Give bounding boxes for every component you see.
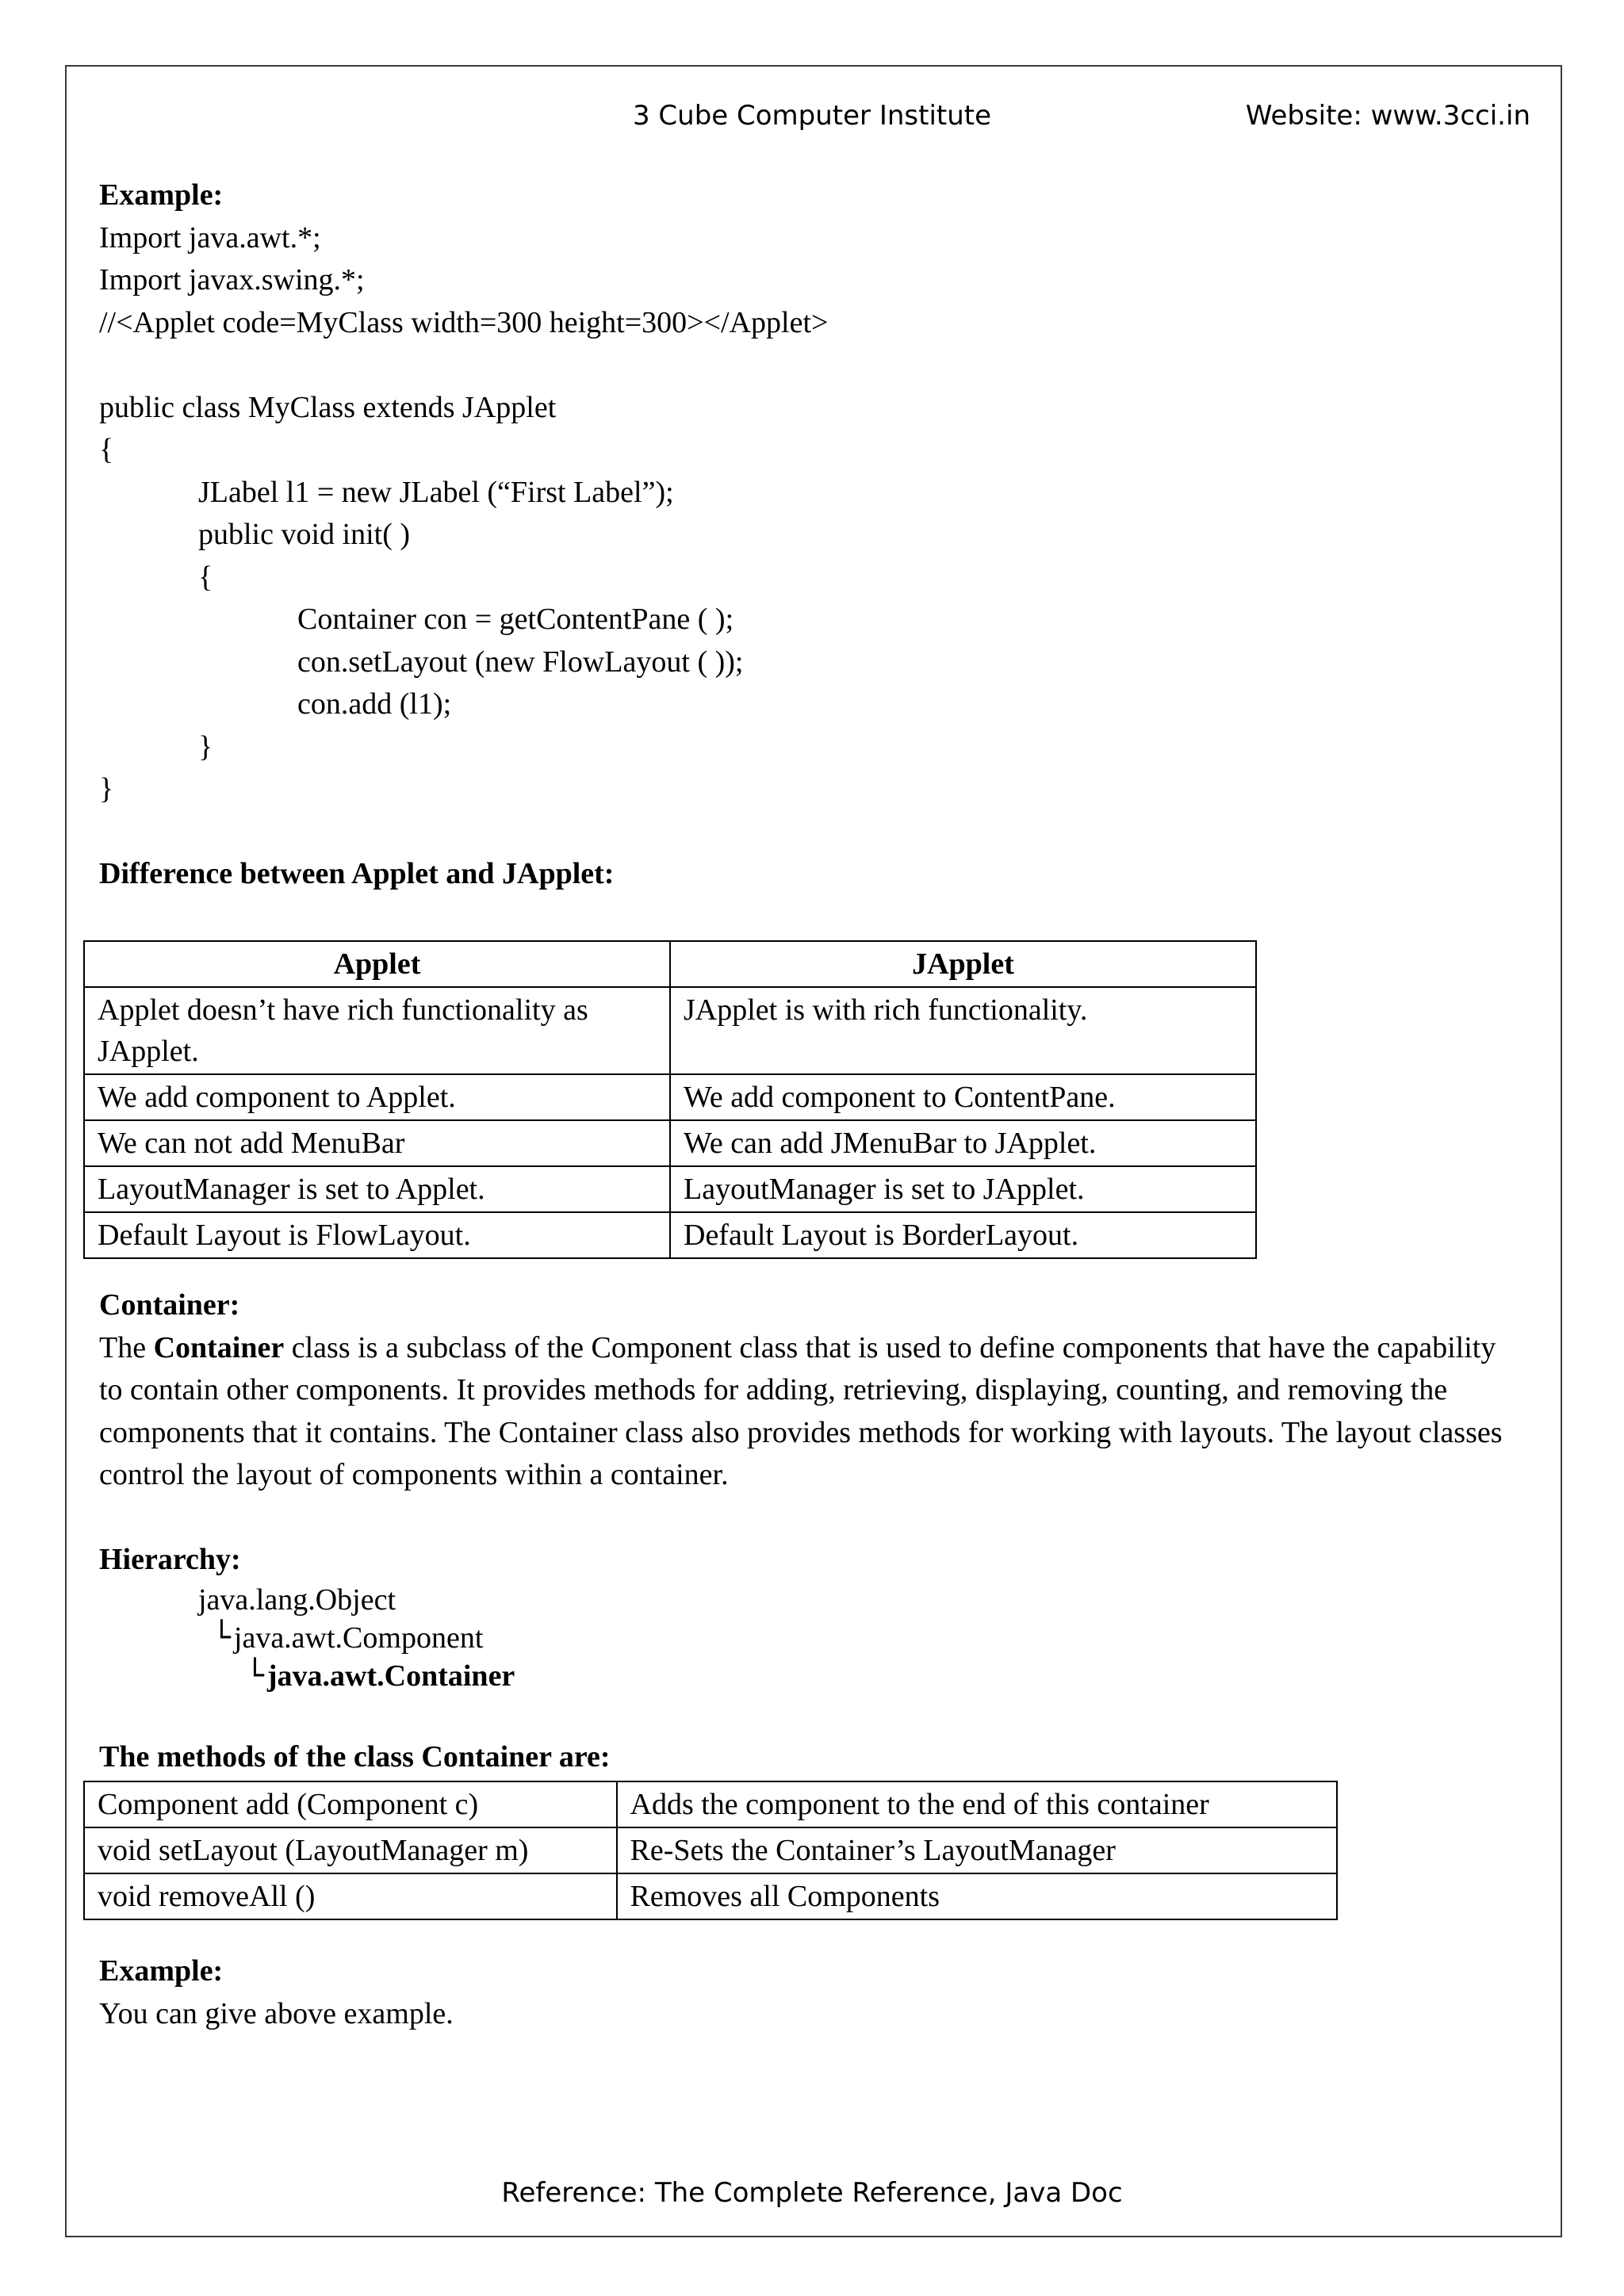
hierarchy-heading: Hierarchy: [99,1543,241,1576]
code-line [99,344,1526,387]
method-signature: Component add (Component c) [84,1781,617,1827]
code-line: JLabel l1 = new JLabel (“First Label”); [198,475,674,509]
method-description: Adds the component to the end of this container [617,1781,1338,1827]
container-heading: Container: [99,1288,240,1322]
code-line: } [99,772,114,806]
container-term: Container [153,1330,285,1364]
table-row [84,1212,1256,1258]
method-signature: void removeAll () [84,1873,617,1919]
example-section [99,174,1526,896]
table-cell: Applet doesn’t have rich functionality as JApplet. [84,987,670,1074]
method-signature: void setLayout (LayoutManager m) [84,1827,617,1873]
hierarchy-level-3: └ java.awt.Container [246,1658,515,1693]
header-website: Website: www.3cci.in [1245,100,1530,132]
table-cell: LayoutManager is set to Applet. [84,1166,670,1212]
footer-reference: Reference: The Complete Reference, Java Doc [501,2177,1123,2209]
code-line: //<Applet code=MyClass width=300 height=300></Applet> [99,305,829,339]
container-paragraph: The Container class is a subclass of the Component class that is used to define components that have the capability to contain other components. It provides methods for adding, retrieving, displaying, counting, and removing the components that it contains. The Container class also provides methods for working with layouts. The layout classes control the layout of components within a container. [99,1330,1503,1491]
code-line: } [198,729,213,763]
difference-table [83,940,1257,1259]
hierarchy-level-1: java.lang.Object [198,1583,396,1617]
difference-heading: Difference between Applet and JApplet: [99,857,615,890]
example-heading: Example: [99,178,224,212]
example2-heading: Example: [99,1954,224,1988]
table-row [84,1166,1256,1212]
table-header-applet: Applet [84,941,670,987]
code-line: { [99,433,114,466]
methods-heading: The methods of the class Container are: [99,1740,611,1774]
container-section [99,1284,1526,1582]
method-description: Re-Sets the Container’s LayoutManager [617,1827,1338,1873]
methods-table [83,1781,1338,1920]
code-line: public void init( ) [198,518,411,551]
code-line: public class MyClass extends JApplet [99,390,557,424]
code-line: Container con = getContentPane ( ); [297,603,734,636]
table-row [84,1074,1256,1120]
table-row [84,1873,1337,1919]
table-cell: JApplet is with rich functionality. [670,987,1256,1074]
table-header-japplet: JApplet [670,941,1256,987]
table-cell: We can add JMenuBar to JApplet. [670,1120,1256,1166]
method-description: Removes all Components [617,1873,1338,1919]
code-line: con.add (l1); [297,687,452,721]
table-cell: We add component to ContentPane. [670,1074,1256,1120]
hierarchy-tree [198,1582,515,1695]
table-row [84,1120,1256,1166]
table-cell: LayoutManager is set to JApplet. [670,1166,1256,1212]
example2-section [99,1950,1526,2035]
table-cell: Default Layout is BorderLayout. [670,1212,1256,1258]
table-cell: Default Layout is FlowLayout. [84,1212,670,1258]
code-line: con.setLayout (new FlowLayout ( )); [297,645,744,679]
tree-branch-icon: └ [246,1658,264,1693]
table-row [84,987,1256,1074]
methods-heading-wrap [99,1736,1526,1779]
code-block [99,217,1526,811]
code-line: Import java.awt.*; [99,220,321,254]
header-institute: 3 Cube Computer Institute [632,100,992,132]
table-row [84,1827,1337,1873]
example2-text: You can give above example. [99,1996,454,2030]
hierarchy-level-2: └ java.awt.Component [213,1620,484,1655]
code-line: { [198,560,213,594]
tree-branch-icon: └ [213,1620,231,1655]
table-cell: We add component to Applet. [84,1074,670,1120]
code-line: Import javax.swing.*; [99,263,365,297]
table-cell: We can not add MenuBar [84,1120,670,1166]
table-row [84,1781,1337,1827]
